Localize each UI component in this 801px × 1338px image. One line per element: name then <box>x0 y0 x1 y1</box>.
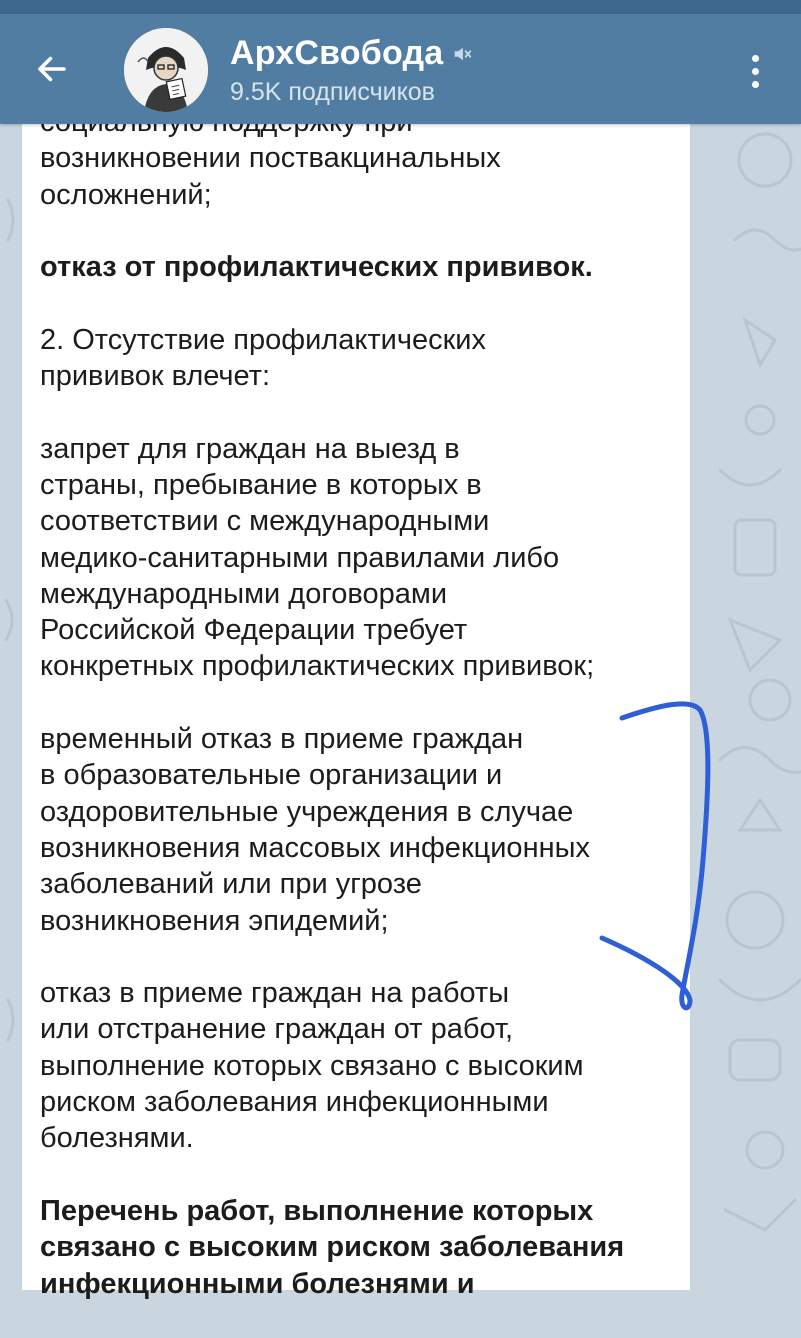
message-line: запрет для граждан на выезд в <box>40 432 460 465</box>
more-options-button[interactable] <box>730 44 780 98</box>
message-paragraph-bold <box>40 1193 680 1302</box>
muted-speaker-icon <box>451 43 473 65</box>
message-bubble[interactable] <box>22 90 690 1300</box>
bold-text <box>40 1193 680 1302</box>
message-line: страны, пребывание в которых в <box>40 468 482 501</box>
channel-avatar[interactable] <box>124 28 208 112</box>
message-line: в образовательные организации и <box>40 759 503 792</box>
message-line: международными договорами <box>40 577 448 610</box>
message-line: медико-санитарными правилами либо <box>40 541 560 574</box>
message-line: связано с высоким риском заболевания <box>40 1231 625 1264</box>
message-line: временный отказ в приеме граждан <box>40 723 524 756</box>
message-line: или отстранение граждан от работ, <box>40 1013 514 1046</box>
bold-text <box>40 249 680 285</box>
message-line: прививок влечет: <box>40 360 271 393</box>
message-line: Российской Федерации требует <box>40 614 468 647</box>
message-line: болезнями. <box>40 1122 194 1155</box>
arrow-left-icon <box>34 51 70 87</box>
message-line: Перечень работ, выполнение которых <box>40 1194 594 1227</box>
channel-header <box>0 14 801 124</box>
message-line: выполнение которых связано с высоким <box>40 1049 584 1082</box>
more-vertical-icon-dot <box>752 81 759 88</box>
message-line: оздоровительные учреждения в случае <box>40 795 574 828</box>
more-vertical-icon-dot <box>752 68 759 75</box>
status-bar <box>0 0 801 14</box>
message-line: отказ в приеме граждан на работы <box>40 977 510 1010</box>
subscriber-count: 9.5K подписчиков <box>230 78 435 106</box>
message-line: возникновения массовых инфекционных <box>40 831 590 864</box>
message-text <box>40 104 680 1338</box>
message-line: возникновения эпидемий; <box>40 904 389 937</box>
message-paragraph-bold <box>40 249 680 285</box>
message-paragraph <box>40 431 680 685</box>
message-line: заболеваний или при угрозе <box>40 868 422 901</box>
message-line: инфекционными болезнями и <box>40 1267 475 1300</box>
message-paragraph <box>40 322 680 395</box>
back-button[interactable] <box>22 42 82 96</box>
message-line: риском заболевания инфекционными <box>40 1086 549 1119</box>
channel-title[interactable] <box>230 34 473 73</box>
message-line: возникновении поствакцинальных <box>40 142 501 175</box>
message-line: отказ от профилактических прививок. <box>40 251 593 284</box>
more-vertical-icon <box>752 55 759 62</box>
message-line: 2. Отсутствие профилактических <box>40 323 486 356</box>
channel-avatar-icon <box>124 28 208 112</box>
message-paragraph <box>40 975 680 1156</box>
message-line: конкретных профилактических прививок; <box>40 650 595 683</box>
message-line: соответствии с международными <box>40 505 490 538</box>
message-paragraph <box>40 721 680 939</box>
message-line: осложнений; <box>40 178 212 211</box>
channel-name: АрхСвобода <box>230 34 444 72</box>
